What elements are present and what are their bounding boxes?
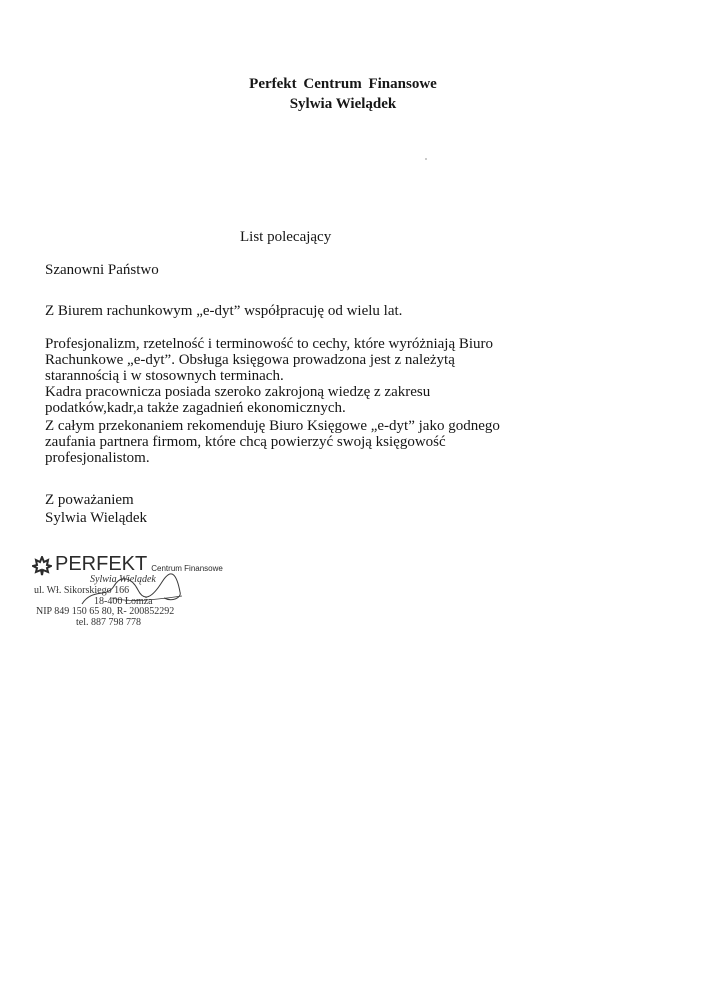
paragraph-recommendation: Z całym przekonaniem rekomenduję Biuro Księgowe „e-dyt” jako godnego zaufania partnera firmom, które chcą powierzyć swoją księgowość profesjonalistom.: [45, 418, 500, 466]
paragraph-intro: Z Biurem rachunkowym „e-dyt” współpracuję od wielu lat.: [45, 303, 403, 319]
stamp-brand: PERFEKT: [55, 553, 148, 575]
stamp-owner: Sylwia Wielądek: [90, 574, 156, 585]
greeting: Szanowni Państwo: [45, 262, 159, 278]
scan-speck: [425, 158, 427, 160]
company-stamp: [32, 550, 292, 630]
stamp-address: ul. Wł. Sikorskiego 166: [34, 585, 130, 596]
handwritten-signature-icon: [52, 568, 212, 608]
maple-leaf-logo-icon: [32, 556, 52, 576]
paragraph-staff: Kadra pracownicza posiada szeroko zakrojoną wiedzę z zakresu podatków,kadr,a także zagadnień ekonomicznych.: [45, 384, 431, 416]
letterhead-company: Perfekt Centrum Finansowe: [249, 76, 437, 92]
closing-salutation: Z poważaniem: [45, 492, 134, 508]
letterhead-owner: Sylwia Wielądek: [289, 96, 397, 112]
stamp-nip-regon: NIP 849 150 65 80, R- 200852292: [36, 606, 175, 617]
paragraph-qualities: Profesjonalizm, rzetelność i terminowość to cechy, które wyróżniają Biuro Rachunkowe „e-dyt”. Obsługa księgowa prowadzona jest z należytą starannością i w stosownych terminach.: [45, 336, 494, 384]
stamp-brand-sub: Centrum Finansowe: [151, 564, 223, 573]
stamp-postcode: 18-400 Łomża: [94, 596, 153, 607]
stamp-phone: tel. 887 798 778: [76, 617, 141, 628]
closing-name: Sylwia Wielądek: [45, 510, 148, 526]
letter-title: List polecający: [240, 229, 332, 245]
